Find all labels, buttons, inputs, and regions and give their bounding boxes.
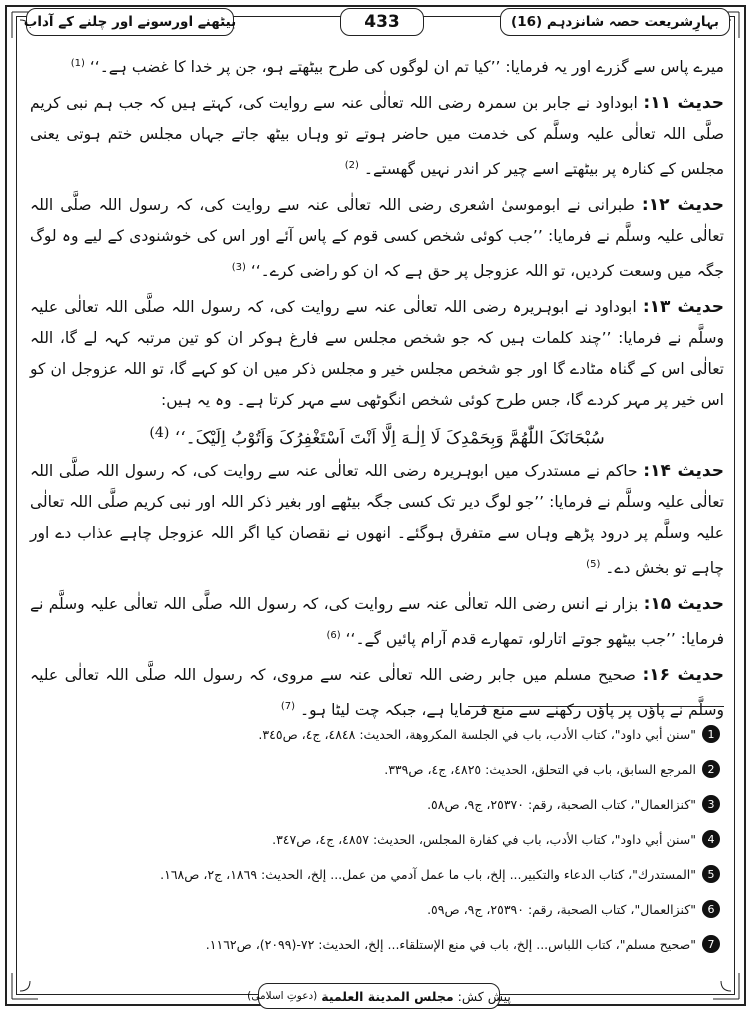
footnote-ref: (2) <box>344 160 359 172</box>
hadith-text: بزار نے انس رضی اللہ تعالٰی عنہ سے روایت کی، کہ رسول اللہ صلَّی اللہ تعالٰی علیہ وسلَّم نے فرمایا: ’’جب بیٹھو جوتے اتارلو، تمھارے قدم آرام پائیں گے۔‘‘ <box>30 595 724 649</box>
hadith-12 <box>30 190 724 287</box>
footnote-text: "سنن أبي داود"، كتاب الأدب، باب في كفارة المجلس، الحديث: ٤٨٥٧، ج٤، ص٣٤٧. <box>272 831 696 847</box>
page-number: 433 <box>340 8 424 36</box>
hadith-13 <box>30 292 724 416</box>
footnote-3 <box>30 790 720 818</box>
dua-arabic: سُبْحَانَکَ اللّٰھُمَّ وَبِحَمْدِکَ لَا اِلٰـهَ اِلَّا اَنْتَ اَسْتَغْفِرُکَ وَاَتُوْبُ اِلَیْکَ۔‘‘ <box>174 429 605 450</box>
hadith-heading: حدیث ۱۴: <box>643 461 724 482</box>
hadith-heading: حدیث ۱۳: <box>642 297 724 318</box>
footnote-number: 1 <box>702 725 720 743</box>
page-header <box>22 4 730 42</box>
footnote-1 <box>30 720 720 748</box>
footnote-number: 2 <box>702 760 720 778</box>
footnote-number: 6 <box>702 900 720 918</box>
footnote-ref: (6) <box>326 630 341 642</box>
hadith-text: صحیح مسلم میں جابر رضی اللہ تعالٰی عنہ سے مروی، کہ رسول اللہ صلَّی اللہ تعالٰی علیہ وسلَّم نے پاؤں پر پاؤں رکھنے سے منع فرمایا ہے، جبکہ چت لیٹا ہو۔ <box>30 666 724 720</box>
footnote-text: "المستدرك"، كتاب الدعاء والتكبير... إلخ، باب ما عمل آدمي من عمل... إلخ، الحديث: ١٨٦٩، ج٢، ص١٦٨. <box>160 866 696 882</box>
organization-name: (دعوتِ اسلامی) <box>247 990 318 1002</box>
footnote-text: "سنن أبي داود"، كتاب الأدب، باب في الجلسة المكروهة، الحديث: ٤٨٤٨، ج٤، ص٣٤٥. <box>258 726 696 742</box>
hadith-heading: حدیث ۱۶: <box>642 665 725 686</box>
footnote-2 <box>30 755 720 783</box>
publisher-name: مجلس المدينة العلمية <box>321 988 454 1004</box>
footnote-ref: (5) <box>586 559 601 571</box>
footnote-text: "صحيح مسلم"، كتاب اللباس... إلخ، باب في منع الإستلقاء... إلخ، الحديث: ٧٢-(٢٠٩٩)، ص١١٦٢. <box>205 936 696 952</box>
footnote-text: "كنزالعمال"، كتاب الصحبة، رقم: ٢٥٣٩٠، ج٩، ص٥٩. <box>427 901 696 917</box>
footnote-5 <box>30 860 720 888</box>
paragraph-1 <box>30 48 724 83</box>
footnote-6 <box>30 895 720 923</box>
hadith-heading: حدیث ۱۱: <box>643 93 724 114</box>
publisher-footer <box>247 983 511 1009</box>
hadith-text: ابوداود نے ابوہریرہ رضی اللہ تعالٰی عنہ سے روایت کی، کہ رسول اللہ صلَّی اللہ تعالٰی علیہ وسلَّم نے فرمایا: ’’چند کلمات ہیں کہ جو شخص مجلس سے فارغ ہوکر ان کو تین مرتبہ کہہ لے گا، اللہ تعالٰی اس کے گناہ مٹادے گا اور جو شخص مجلس خیر و مجلس ذکر میں ان کو کہے گا، تو اللہ عزوجل ان کو اس خیر پر مہر کردے گا، جس طرح کوئی شخص انگوٹھی سے مہر کرتا ہے۔ وہ یہ ہیں: <box>30 298 724 410</box>
main-text <box>30 48 724 727</box>
dua-text <box>30 416 724 456</box>
hadith-15 <box>30 589 724 655</box>
footnote-4 <box>30 825 720 853</box>
footnote-number: 7 <box>702 935 720 953</box>
footnote-ref: (1) <box>70 58 85 69</box>
footnote-ref: (7) <box>280 701 296 713</box>
hadith-16 <box>30 660 724 726</box>
footer-label: پیش کش: <box>457 988 511 1004</box>
hadith-text: ابوداود نے جابر بن سمرہ رضی اللہ تعالٰی عنہ سے روایت کی، کہتے ہیں کہ جب ہم نبی کریم صلَّی اللہ تعالٰی علیہ وسلَّم کی خدمت میں حاضر ہوتے تو وہاں بیٹھ جاتے جہاں مجلس ختم ہوتی یعنی مجلس کے کنارہ پر بیٹھتے اسے چیر کر اندر نہیں گھستے۔ <box>30 94 724 179</box>
footnote-number: 3 <box>702 795 720 813</box>
chapter-title: بیٹھنے اورسونے اور چلنے کے آداب <box>26 8 234 36</box>
paragraph-text: میرے پاس سے گزرے اور یہ فرمایا: ’’کیا تم ان لوگوں کی طرح بیٹھتے ہو، جن پر خدا کا غضب ہے۔‘‘ <box>89 58 724 77</box>
footnote-number: 4 <box>702 830 720 848</box>
hadith-14 <box>30 456 724 584</box>
footnote-7 <box>30 930 720 958</box>
hadith-text: طبرانی نے ابوموسیٰ اشعری رضی اللہ تعالٰی عنہ سے روایت کی، کہ رسول اللہ صلَّی اللہ تعالٰی علیہ وسلَّم نے فرمایا: ’’جب کوئی شخص کسی قوم کے پاس آئے اور اس کی خوشنودی کے لیے وہ لوگ جگہ میں وسعت کردیں، تو اللہ عزوجل پر حق ہے کہ ان کو راضی کرے۔‘‘ <box>30 196 724 281</box>
hadith-text: حاکم نے مستدرک میں ابوہریرہ رضی اللہ تعالٰی عنہ سے روایت کی، کہ رسول اللہ صلَّی اللہ تعالٰی علیہ وسلَّم نے فرمایا: ’’جو لوگ دیر تک کسی جگہ بیٹھے اور بغیر ذکر اللہ اور نبی کریم صلَّی اللہ تعالٰی علیہ وسلَّم پر درود پڑھے وہاں سے متفرق ہوگئے۔ انھوں نے نقصان کیا اگر اللہ عزوجل چاہے عذاب دے اور چاہے تو بخش دے۔ <box>30 462 724 578</box>
footnote-ref: (4) <box>149 425 170 442</box>
hadith-heading: حدیث ۱۲: <box>641 195 724 216</box>
footnote-number: 5 <box>702 865 720 883</box>
footnote-text: "كنزالعمال"، كتاب الصحبة، رقم: ٢٥٣٧٠، ج٩، ص٥٨. <box>427 796 696 812</box>
book-title: بہارِشریعت حصہ شانزدہم (16) <box>500 8 730 36</box>
footnote-divider <box>468 706 724 707</box>
hadith-heading: حدیث ۱۵: <box>643 594 724 615</box>
footnote-text: المرجع السابق، باب في التحلق، الحديث: ٤٨٢٥، ج٤، ص٣٣٩. <box>384 761 696 777</box>
hadith-11 <box>30 88 724 185</box>
footnote-ref: (3) <box>231 262 246 274</box>
